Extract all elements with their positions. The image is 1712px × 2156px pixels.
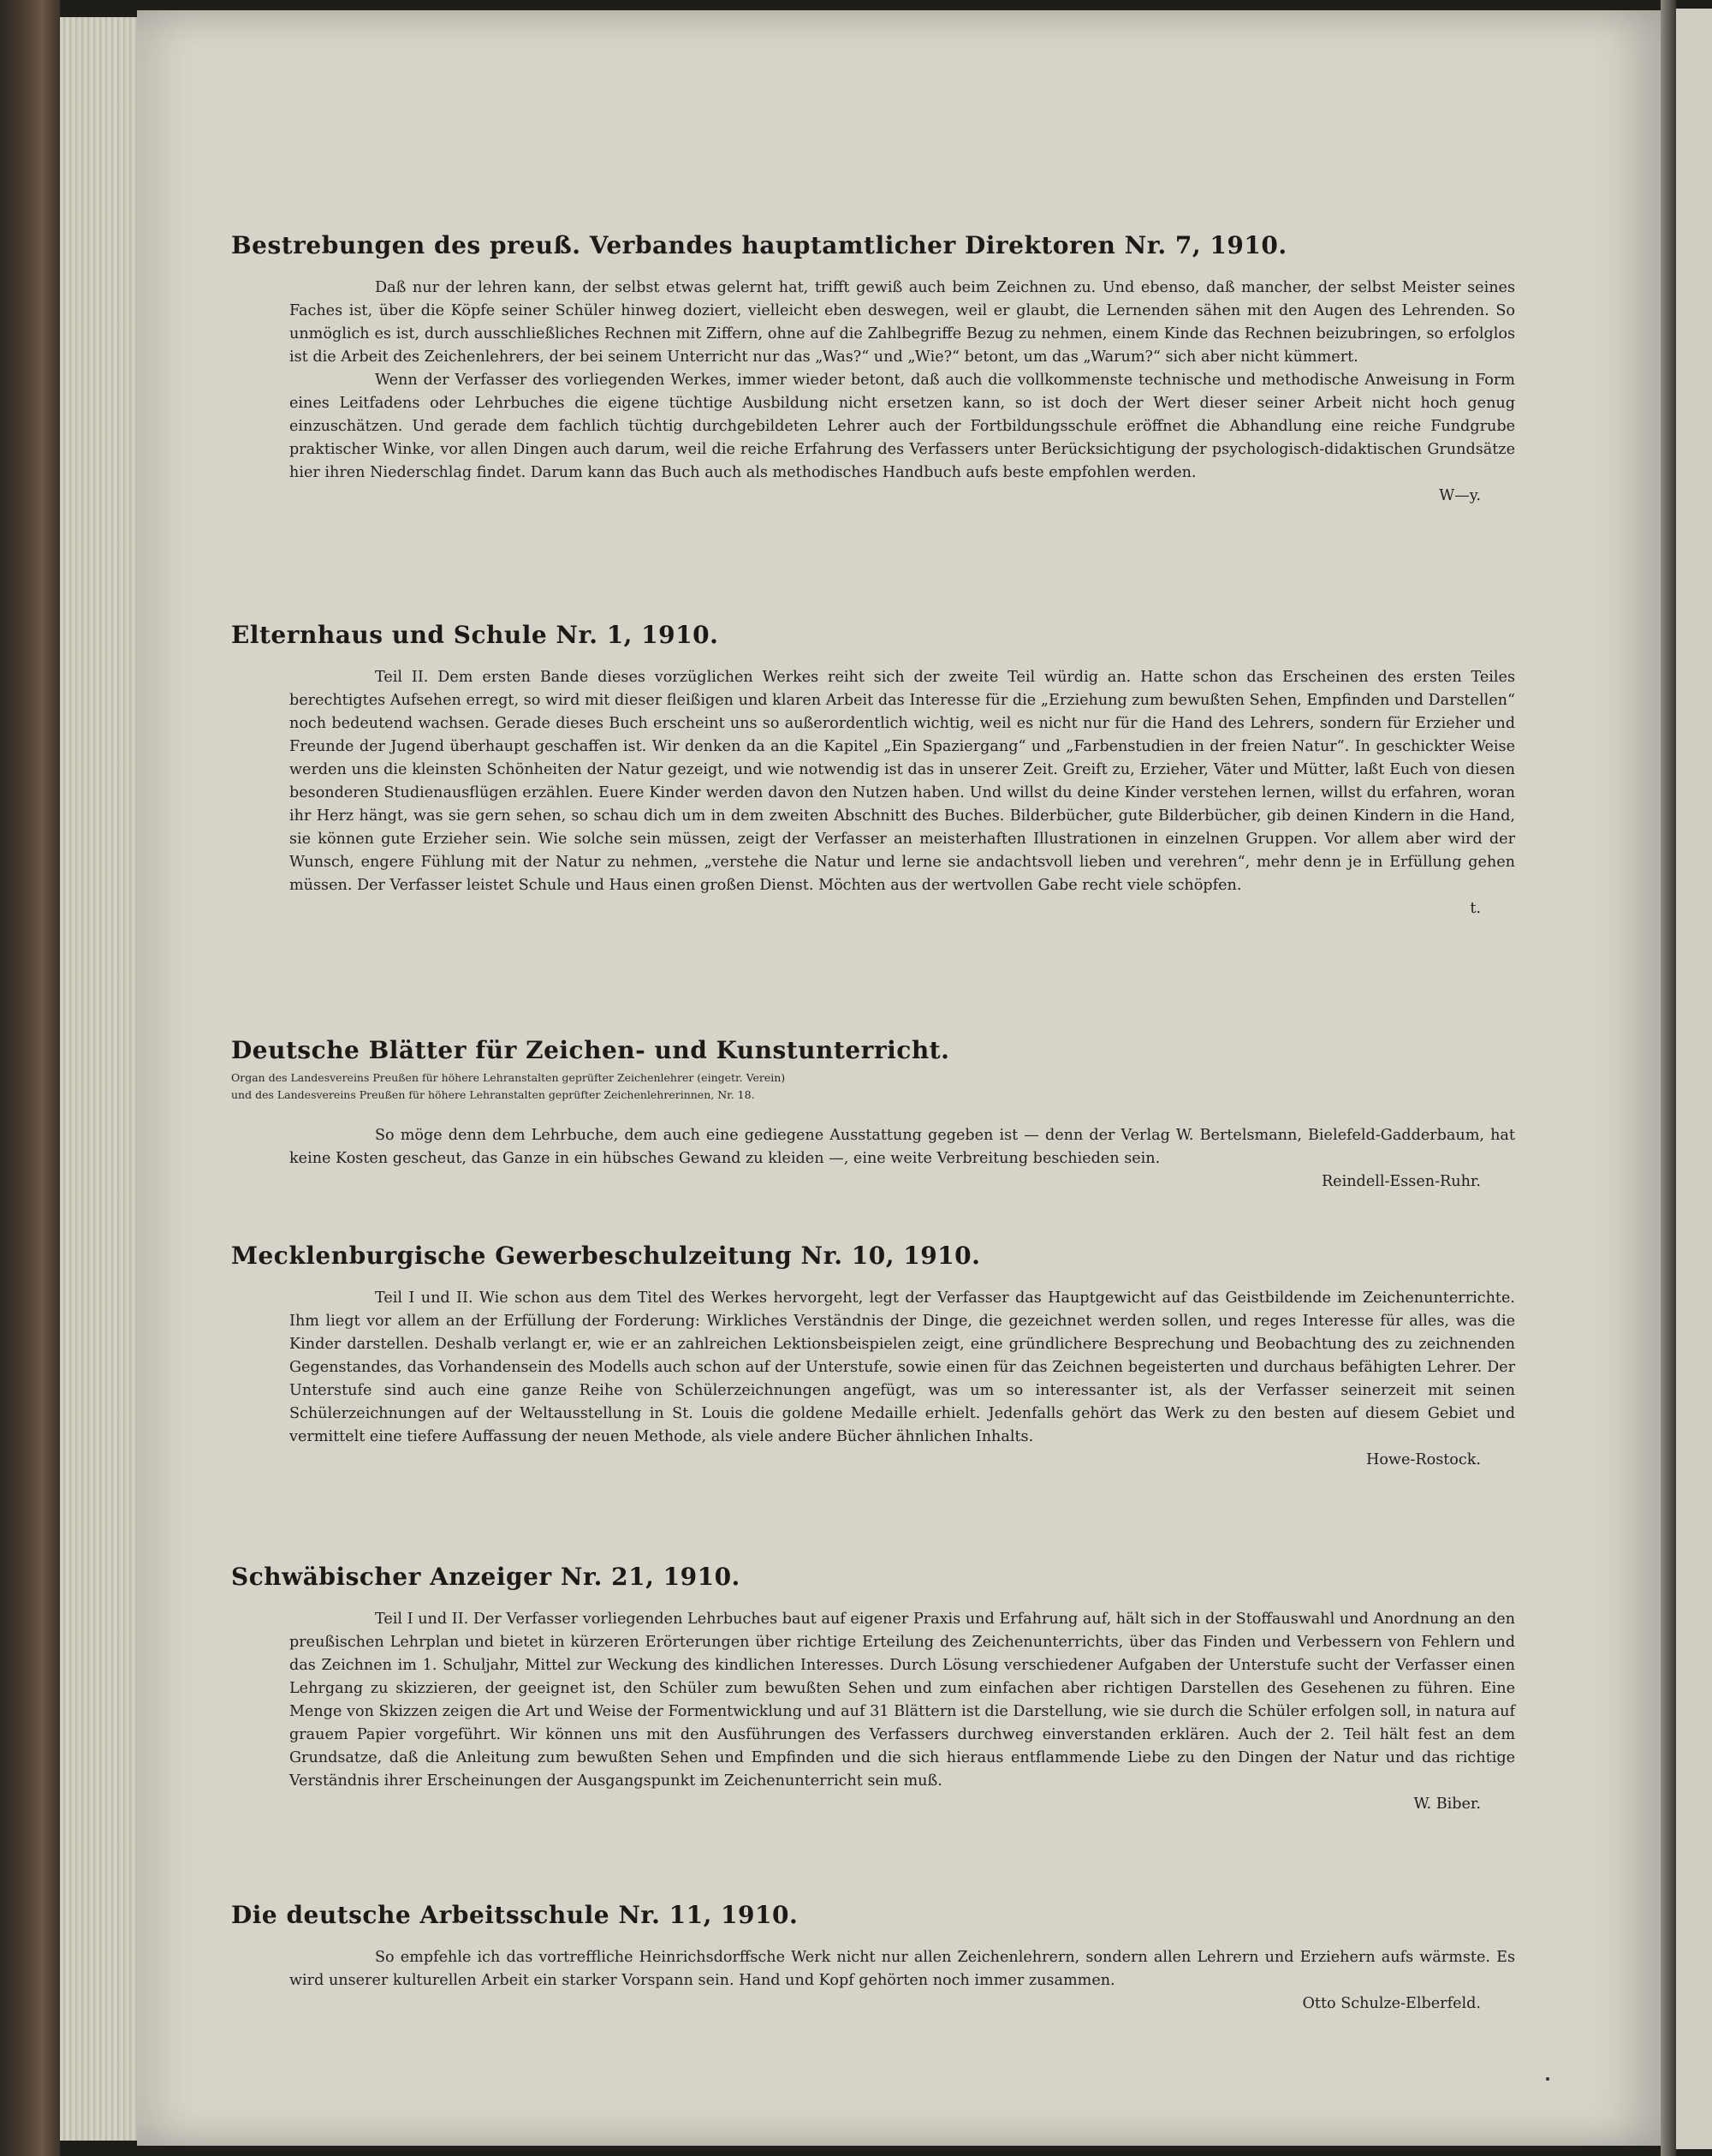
- review-body: [289, 666, 1515, 920]
- review-body: [289, 277, 1515, 508]
- review-signature: Howe-Rostock.: [1366, 1451, 1481, 1468]
- review-schwaebischer: [231, 1563, 1515, 1816]
- review-heading: Bestrebungen des preuß. Verbandes hauptamtlicher Direktoren Nr. 7, 1910.: [231, 231, 1287, 259]
- review-body: [289, 1946, 1515, 2016]
- review-paragraph: So möge denn dem Lehrbuche, dem auch eine gediegene Ausstattung gegeben ist — denn der Verlag W. Bertelsmann, Bielefeld-Gadderbaum, hat keine Kosten gescheut, das Ganze in ein hübsches Gewand zu kleiden —, eine weite Verbreitung beschieden sein.: [289, 1127, 1515, 1167]
- review-arbeitsschule: [231, 1901, 1515, 2016]
- subheading-line: Organ des Landesvereins Preußen für höhere Lehranstalten geprüfter Zeichenlehrer (eingetr. Verein): [231, 1071, 786, 1084]
- book-cover-edge: [0, 0, 60, 2156]
- review-mecklenburgische: [231, 1242, 1515, 1472]
- review-signature: W—y.: [1439, 487, 1481, 504]
- review-paragraph: So empfehle ich das vortreffliche Heinrichsdorffsche Werk nicht nur allen Zeichenlehrern, sondern allen Lehrern und Erziehern aufs wärmste. Es wird unserer kulturellen Arbeit ein starker Vorspann sein. Hand und Kopf gehörten noch immer zusammen.: [289, 1949, 1515, 1989]
- review-paragraph: Teil I und II. Wie schon aus dem Titel des Werkes hervorgeht, legt der Verfasser das Hauptgewicht auf das Geistbildende im Zeichenunterrichte. Ihm liegt vor allem an der Erfüllung der Forderung: Wirkliches Verständnis der Dinge, die gezeichnet werden sollen, und reges Interesse für alles, was die Kinder darstellen. Deshalb verlangt er, wie er an zahlreichen Lektionsbeispielen zeigt, eine gründlichere Besprechung und Beobachtung des zu zeichnenden Gegenstandes, das Vorhandensein des Modells auch schon auf der Unterstufe, sowie einen für das Zeichnen begeisterten und durchaus befähigten Lehrer. Der Unterstufe sind auch eine ganze Reihe von Schülerzeichnungen angefügt, was um so interessanter ist, als der Verfasser seinerzeit mit seinen Schülerzeichnungen auf der Weltausstellung in St. Louis die goldene Medaille erhielt. Jedenfalls gehört das Werk zu den besten auf diesem Gebiet und vermittelt eine tiefere Auffassung der neuen Methode, als viele andere Bücher ähnlichen Inhalts.: [289, 1289, 1515, 1445]
- review-body: [289, 1287, 1515, 1472]
- review-body: [289, 1124, 1515, 1194]
- review-deutsche-blaetter: [231, 1036, 1515, 1194]
- review-subheading: [231, 1069, 1515, 1104]
- review-signature: W. Biber.: [1413, 1796, 1481, 1813]
- review-paragraph: Teil II. Dem ersten Bande dieses vorzüglichen Werkes reiht sich der zweite Teil würdig an. Hatte schon das Erscheinen des ersten Teiles berechtigtes Aufsehen erregt, so wird mit dieser fleißigen und klaren Arbeit das Interesse für die „Erziehung zum bewußten Sehen, Empfinden und Darstellen“ noch bedeutend wachsen. Gerade dieses Buch erscheint uns so außerordentlich wichtig, weil es nicht nur für die Hand des Lehrers, sondern für Erzieher und Freunde der Jugend überhaupt geschaffen ist. Wir denken da an die Kapitel „Ein Spaziergang“ und „Farbenstudien in der freien Natur“. In geschickter Weise werden uns die kleinsten Schönheiten der Natur gezeigt, und wie notwendig ist das in unserer Zeit. Greift zu, Erzieher, Väter und Mütter, laßt Euch von diesen besonderen Studienausflügen erzählen. Euere Kinder werden davon den Nutzen haben. Und willst du deine Kinder verstehen lernen, willst du erfahren, woran ihr Herz hängt, was sie gern sehen, so schau dich um in dem zweiten Abschnitt des Buches. Bilderbücher, gute Bilderbücher, gib deinen Kindern in die Hand, sie können gute Erzieher sein. Wie solche sein müssen, zeigt der Verfasser an meisterhaften Illustrationen in einzelnen Gruppen. Vor allem aber wird der Wunsch, engere Fühlung mit der Natur zu nehmen, „verstehe die Natur und lerne sie andachtsvoll lieben und verehren“, mehr denn je in Erfüllung gehen müssen. Der Verfasser leistet Schule und Haus einen großen Dienst. Möchten aus der wertvollen Gabe recht viele schöpfen.: [289, 669, 1515, 894]
- review-heading: Schwäbischer Anzeiger Nr. 21, 1910.: [231, 1563, 740, 1591]
- review-heading: Deutsche Blätter für Zeichen- und Kunstunterricht.: [231, 1036, 950, 1064]
- review-heading: Die deutsche Arbeitsschule Nr. 11, 1910.: [231, 1901, 799, 1929]
- review-heading: Elternhaus und Schule Nr. 1, 1910.: [231, 621, 719, 649]
- review-body: [289, 1608, 1515, 1816]
- book-gutter: [1661, 0, 1676, 2156]
- ink-speck: [1546, 2077, 1549, 2081]
- review-elternhaus: [231, 621, 1515, 920]
- review-signature: t.: [1470, 900, 1481, 917]
- review-heading: Mecklenburgische Gewerbeschulzeitung Nr. 10, 1910.: [231, 1242, 981, 1270]
- review-bestrebungen: [231, 231, 1515, 508]
- review-signature: Otto Schulze-Elberfeld.: [1302, 1995, 1481, 2012]
- review-paragraph: Wenn der Verfasser des vorliegenden Werkes, immer wieder betont, daß auch die vollkommenste technische und methodische Anweisung in Form eines Leitfadens oder Lehrbuches die eigene tüchtige Ausbildung nicht ersetzen kann, so ist doch der Wert dieser seiner Arbeit nicht hoch genug einzuschätzen. Und gerade dem fachlich tüchtig durchgebildeten Lehrer auch der Fortbildungsschule eröffnet die Abhandlung eine reiche Fundgrube praktischer Winke, vor allen Dingen auch darum, weil die reiche Erfahrung des Verfassers unter Berücksichtigung der psychologisch-didaktischen Grundsätze hier ihren Niederschlag findet. Darum kann das Buch auch als methodisches Handbuch aufs beste empfohlen werden.: [289, 372, 1515, 481]
- subheading-line: und des Landesvereins Preußen für höhere Lehranstalten geprüfter Zeichenlehrerinnen, Nr. 18.: [231, 1088, 755, 1101]
- review-signature: Reindell-Essen-Ruhr.: [1321, 1173, 1481, 1190]
- review-paragraph: Teil I und II. Der Verfasser vorliegenden Lehrbuches baut auf eigener Praxis und Erfahrung auf, hält sich in der Stoffauswahl und Anordnung an den preußischen Lehrplan und bietet in kürzeren Erörterungen über richtige Erteilung des Zeichenunterrichts, über das Finden und Verbessern von Fehlern und das Zeichnen im 1. Schuljahr, Mittel zur Weckung des kindlichen Interesses. Durch Lösung verschiedener Aufgaben der Unterstufe sucht der Verfasser einen Lehrgang zu skizzieren, der geeignet ist, den Schüler zum bewußten Sehen und zum einfachen aber richtigen Darstellen des Gesehenen zu führen. Eine Menge von Skizzen zeigen die Art und Weise der Formentwicklung und auf 31 Blättern ist die Darstellung, wie sie durch die Schüler erfolgen soll, in natura auf grauem Papier vorgeführt. Wir können uns mit den Ausführungen des Verfassers durchweg einverstanden erklären. Auch der 2. Teil hält fest an dem Grundsatze, daß die Anleitung zum bewußten Sehen und Empfinden und die sich hieraus entflammende Liebe zu den Dingen der Natur und das richtige Verständnis ihrer Erscheinungen der Ausgangspunkt im Zeichenunterricht sein muß.: [289, 1611, 1515, 1790]
- facing-page-edge: [1676, 9, 1712, 2149]
- review-paragraph: Daß nur der lehren kann, der selbst etwas gelernt hat, trifft gewiß auch beim Zeichnen zu. Und ebenso, daß mancher, der selbst Meister seines Faches ist, über die Köpfe seiner Schüler hinweg doziert, vielleicht eben deswegen, weil er glaubt, die Lernenden sähen mit den Augen des Lehrenden. So unmöglich es ist, durch ausschließliches Rechnen mit Ziffern, ohne auf die Zahlbegriffe Bezug zu nehmen, einem Kinde das Rechnen beizubringen, so erfolglos ist die Arbeit des Zeichenlehrers, der bei seinem Unterricht nur das „Was?“ und „Wie?“ betont, um das „Warum?“ sich aber nicht kümmert.: [289, 279, 1515, 366]
